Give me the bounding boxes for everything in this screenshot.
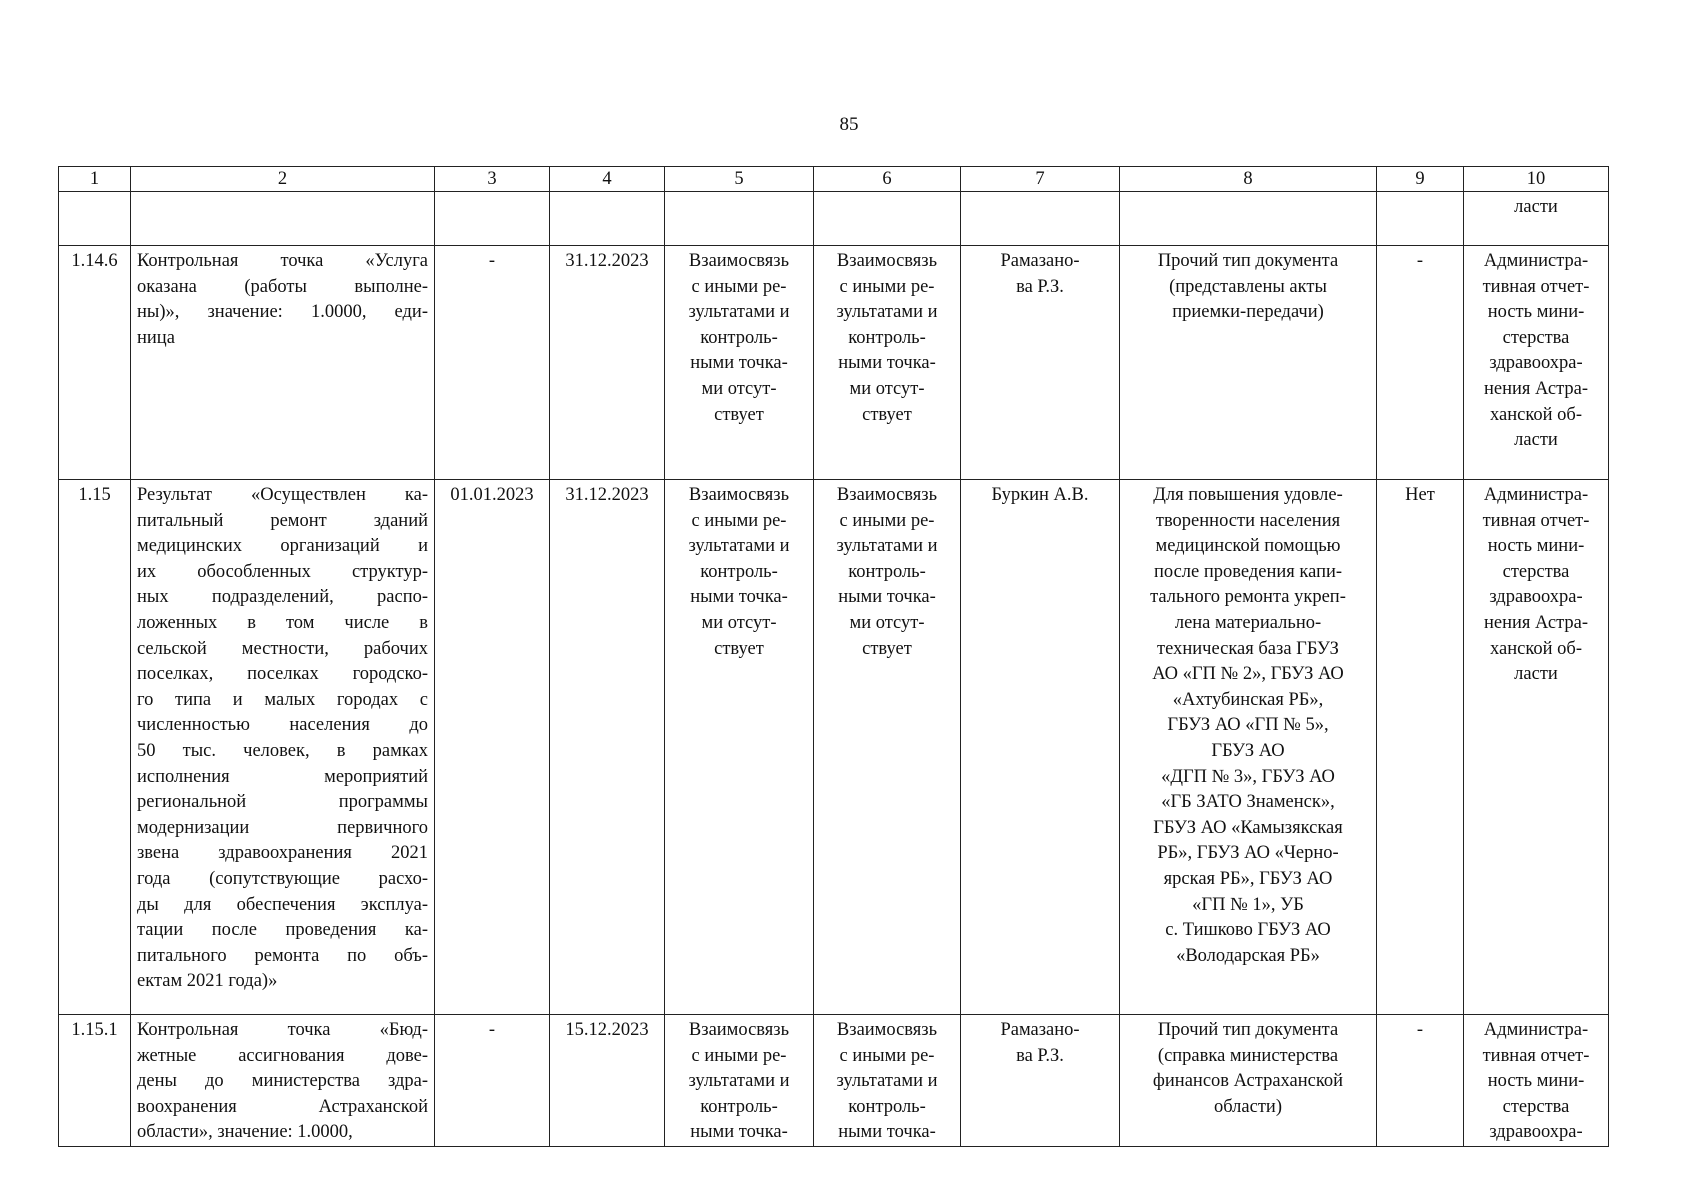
- cell-line: ными точка-: [690, 1122, 788, 1143]
- cell-line: питальный ремонт зданий: [137, 510, 428, 531]
- cell-line: Взаимосвязь: [688, 251, 790, 271]
- reporting-source: [1464, 192, 1609, 246]
- cell-line: ми отсут-: [849, 378, 925, 399]
- cell-line: Рамазано-: [1000, 1020, 1080, 1040]
- column-header: 6: [814, 167, 961, 192]
- cell-line: тивная отчет-: [1482, 510, 1590, 531]
- start-date: -: [435, 246, 550, 480]
- column-header: 4: [550, 167, 665, 192]
- column-header: 5: [665, 167, 814, 192]
- cell-line: Контрольная точка «Бюд-: [137, 1020, 428, 1040]
- reporting-source: [1464, 1015, 1609, 1147]
- start-date: 01.01.2023: [435, 480, 550, 1015]
- cell-line: Для повышения удовле-: [1153, 485, 1343, 505]
- result-description: [131, 246, 435, 480]
- cell-line: с иными ре-: [691, 510, 787, 531]
- table-row: [59, 480, 1609, 1015]
- cell-line: «ГП № 1», УБ: [1192, 894, 1304, 915]
- cell-line: лена материально-: [1174, 612, 1322, 633]
- responsible-person: [961, 480, 1120, 1015]
- row-number: [59, 192, 131, 246]
- column-header: 2: [131, 167, 435, 192]
- responsible-person: [961, 1015, 1120, 1147]
- next-links: [814, 1015, 961, 1147]
- responsible-person: [961, 246, 1120, 480]
- cell-line: ханской об-: [1490, 404, 1582, 425]
- cell-line: контроль-: [848, 561, 926, 582]
- cell-line: контроль-: [848, 1096, 926, 1117]
- cell-line: Взаимосвязь: [688, 485, 790, 505]
- cell-line: сельской местности, рабочих: [137, 638, 428, 659]
- column-header: 9: [1377, 167, 1464, 192]
- end-date: [550, 192, 665, 246]
- responsible-person: [961, 192, 1120, 246]
- cell-line: жетные ассигнования дове-: [137, 1045, 428, 1066]
- cell-line: воохранения Астраханской: [137, 1096, 428, 1117]
- previous-links: [665, 1015, 814, 1147]
- cell-line: зультатами и: [836, 302, 938, 323]
- cell-line: исполнения мероприятий: [137, 766, 428, 787]
- cell-line: Прочий тип документа: [1157, 251, 1339, 271]
- table-row: [59, 1015, 1609, 1147]
- cell-line: «ДГП № 3», ГБУЗ АО: [1161, 766, 1335, 787]
- cell-line: с иными ре-: [691, 1045, 787, 1066]
- cell-line: с иными ре-: [691, 276, 787, 297]
- cell-line: контроль-: [700, 561, 778, 582]
- cell-line: ность мини-: [1487, 302, 1585, 323]
- cell-line: нения Астра-: [1483, 378, 1589, 399]
- cell-line: ными точка-: [838, 587, 936, 608]
- result-description: [131, 1015, 435, 1147]
- cell-line: Результат «Осуществлен ка-: [137, 485, 428, 505]
- cell-line: с иными ре-: [839, 1045, 935, 1066]
- cell-line: (справка министерства: [1157, 1045, 1339, 1066]
- cell-line: звена здравоохранения 2021: [137, 843, 428, 864]
- cell-line: региональной программы: [137, 792, 428, 813]
- previous-links: [665, 246, 814, 480]
- previous-links: [665, 192, 814, 246]
- cell-line: медицинской помощью: [1155, 536, 1341, 557]
- cell-line: с иными ре-: [839, 510, 935, 531]
- cell-line: ствует: [714, 404, 764, 425]
- cell-line: ми отсут-: [849, 612, 925, 633]
- cell-line: с. Тишково ГБУЗ АО: [1165, 920, 1331, 941]
- cell-line: ласти: [1514, 430, 1558, 451]
- cell-line: здравоохра-: [1489, 1122, 1583, 1143]
- cell-line: контроль-: [848, 327, 926, 348]
- cell-line: РБ», ГБУЗ АО «Черно-: [1157, 843, 1339, 864]
- cell-line: стерства: [1502, 1096, 1570, 1117]
- start-date: [435, 192, 550, 246]
- cell-line: Администра-: [1483, 485, 1589, 505]
- cell-line: после проведения капи-: [1153, 561, 1343, 582]
- table-row: [59, 192, 1609, 246]
- next-links: [814, 246, 961, 480]
- document-type: [1120, 1015, 1377, 1147]
- previous-links: [665, 480, 814, 1015]
- cell-line: Администра-: [1483, 251, 1589, 271]
- cell-line: ность мини-: [1487, 536, 1585, 557]
- cell-line: области): [1213, 1096, 1282, 1117]
- end-date: 31.12.2023: [550, 480, 665, 1015]
- cell-line: ва Р.З.: [1016, 276, 1064, 297]
- cell-line: 50 тыс. человек, в рамках: [137, 740, 428, 761]
- cell-line: ярская РБ», ГБУЗ АО: [1163, 868, 1333, 889]
- cell-line: ми отсут-: [701, 378, 777, 399]
- cell-line: контроль-: [700, 1096, 778, 1117]
- result-description: [131, 192, 435, 246]
- cell-line: техническая база ГБУЗ: [1157, 638, 1339, 659]
- cell-line: ласти: [1514, 664, 1558, 685]
- cell-line: зультатами и: [688, 1071, 790, 1092]
- cell-line: ными точка-: [690, 587, 788, 608]
- cell-line: Прочий тип документа: [1157, 1020, 1339, 1040]
- cell-line: тивная отчет-: [1482, 276, 1590, 297]
- cell-line: области», значение: 1.0000,: [137, 1122, 353, 1143]
- cell-line: тального ремонта укреп-: [1150, 587, 1346, 608]
- next-links: [814, 480, 961, 1015]
- page-number: 85: [839, 114, 859, 135]
- next-links: [814, 192, 961, 246]
- document-type: [1120, 480, 1377, 1015]
- cell-line: с иными ре-: [839, 276, 935, 297]
- cell-line: тации после проведения ка-: [137, 920, 428, 941]
- cell-line: (представлены акты: [1169, 276, 1327, 297]
- cell-line: зультатами и: [836, 536, 938, 557]
- cell-line: ствует: [714, 638, 764, 659]
- cell-line: ность мини-: [1487, 1071, 1585, 1092]
- cell-line: Рамазано-: [1000, 251, 1080, 271]
- cell-line: Взаимосвязь: [836, 251, 938, 271]
- cell-line: численностью населения до: [137, 715, 428, 736]
- cell-line: здравоохра-: [1489, 587, 1583, 608]
- end-date: 15.12.2023: [550, 1015, 665, 1147]
- cell-line: зультатами и: [688, 302, 790, 323]
- row-number: 1.14.6: [59, 246, 131, 480]
- cell-line: здравоохра-: [1489, 353, 1583, 374]
- plan-table: [58, 166, 1609, 1147]
- cell-line: «Ахтубинская РБ»,: [1172, 689, 1324, 710]
- reporting-source: [1464, 480, 1609, 1015]
- column-header: 8: [1120, 167, 1377, 192]
- result-description: [131, 480, 435, 1015]
- cell-line: ми отсут-: [701, 612, 777, 633]
- cell-line: питального ремонта по объ-: [137, 945, 428, 966]
- start-date: -: [435, 1015, 550, 1147]
- cell-line: поселках, поселках городско-: [137, 664, 428, 685]
- cell-line: стерства: [1502, 327, 1570, 348]
- info-system-flag: -: [1377, 1015, 1464, 1147]
- cell-line: ва Р.З.: [1016, 1045, 1064, 1066]
- cell-line: творенности населения: [1155, 510, 1341, 531]
- reporting-source: [1464, 246, 1609, 480]
- cell-line: ствует: [862, 404, 912, 425]
- column-number-row: [59, 167, 1609, 192]
- cell-line: Взаимосвязь: [836, 1020, 938, 1040]
- cell-line: ными точка-: [690, 353, 788, 374]
- cell-line: ными точка-: [838, 353, 936, 374]
- cell-line: медицинских организаций и: [137, 536, 428, 557]
- cell-line: Контрольная точка «Услуга: [137, 251, 428, 271]
- cell-line: го типа и малых городах с: [137, 689, 428, 710]
- cell-line: зультатами и: [836, 1071, 938, 1092]
- cell-line: «ГБ ЗАТО Знаменск»,: [1161, 792, 1335, 813]
- cell-line: АО «ГП № 2», ГБУЗ АО: [1152, 664, 1344, 685]
- column-header: 10: [1464, 167, 1609, 192]
- cell-line: тивная отчет-: [1482, 1045, 1590, 1066]
- column-header: 1: [59, 167, 131, 192]
- cell-line: контроль-: [700, 327, 778, 348]
- column-header: 3: [435, 167, 550, 192]
- cell-line: ны)», значение: 1.0000, еди-: [137, 302, 428, 323]
- cell-line: ханской об-: [1490, 638, 1582, 659]
- cell-line: финансов Астраханской: [1152, 1071, 1344, 1092]
- cell-line: Администра-: [1483, 1020, 1589, 1040]
- cell-line: приемки-передачи): [1172, 302, 1324, 323]
- cell-line: дены до министерства здра-: [137, 1071, 428, 1092]
- cell-line: ласти: [1514, 197, 1558, 217]
- info-system-flag: Нет: [1377, 480, 1464, 1015]
- cell-line: Буркин А.В.: [991, 485, 1089, 505]
- cell-line: ными точка-: [838, 1122, 936, 1143]
- row-number: 1.15: [59, 480, 131, 1015]
- table-row: [59, 246, 1609, 480]
- cell-line: ектам 2021 года)»: [137, 971, 278, 992]
- cell-line: модернизации первичного: [137, 817, 428, 838]
- cell-line: года (сопутствующие расхо-: [137, 868, 428, 889]
- cell-line: ствует: [862, 638, 912, 659]
- cell-line: нения Астра-: [1483, 612, 1589, 633]
- cell-line: ных подразделений, распо-: [137, 587, 428, 608]
- cell-line: ГБУЗ АО «Камызякская: [1153, 817, 1343, 838]
- cell-line: «Володарская РБ»: [1176, 945, 1320, 966]
- info-system-flag: -: [1377, 246, 1464, 480]
- cell-line: ды для обеспечения эксплуа-: [137, 894, 428, 915]
- column-header: 7: [961, 167, 1120, 192]
- cell-line: оказана (работы выполне-: [137, 276, 428, 297]
- cell-line: зультатами и: [688, 536, 790, 557]
- cell-line: ница: [137, 327, 175, 348]
- cell-line: стерства: [1502, 561, 1570, 582]
- cell-line: Взаимосвязь: [836, 485, 938, 505]
- cell-line: ГБУЗ АО: [1211, 740, 1285, 761]
- row-number: 1.15.1: [59, 1015, 131, 1147]
- cell-line: ГБУЗ АО «ГП № 5»,: [1167, 715, 1329, 736]
- cell-line: их обособленных структур-: [137, 561, 428, 582]
- info-system-flag: [1377, 192, 1464, 246]
- cell-line: Взаимосвязь: [688, 1020, 790, 1040]
- document-type: [1120, 192, 1377, 246]
- end-date: 31.12.2023: [550, 246, 665, 480]
- document-type: [1120, 246, 1377, 480]
- cell-line: ложенных в том числе в: [137, 612, 428, 633]
